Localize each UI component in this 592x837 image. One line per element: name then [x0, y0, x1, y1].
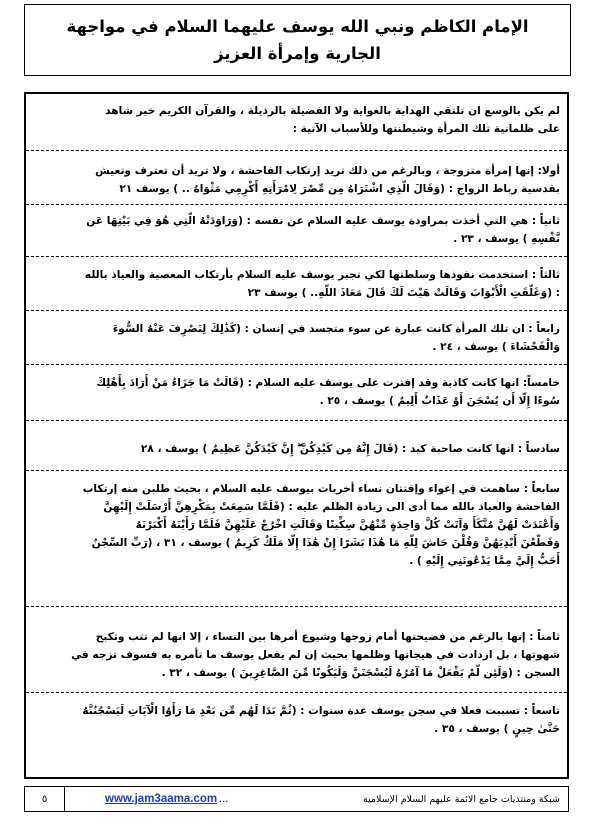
paragraph-third [34, 266, 560, 302]
text-line: ثالثاً : استخدمت نفوذها وسلطتها لكي تجبر يوسف عليه السلام بأرتكاب المعصية والعياذ بالله [84, 269, 560, 281]
separator [26, 364, 567, 365]
text-line: وَأَعْتَدَتْ لَهُنَّ مُتَّكَأً وَآتَتْ كُلَّ وَاحِدَةٍ مِّنْهُنَّ سِكِّينًا وَقَالَتِ اخْرُجْ عَلَيْهِنَّ فَلَمَّا رَأَيْنَهُ أَكْبَرْنَهُ [135, 519, 560, 531]
text-line: حَتَّىٰ حِينٍ ) يوسف ، ٣٥ . [434, 723, 560, 735]
title-box [24, 4, 571, 76]
separator [26, 150, 567, 151]
text-line: تاسعاً : تسببت فعلا في سجن يوسف عدة سنوات : (ثُمَّ بَدَا لَهُم مِّن بَعْدِ مَا رَأَوُا الْآيَاتِ لَيَسْجُنُنَّهُ [82, 705, 560, 717]
text-line: أولا: إنها إمرأة متزوجة ، وبالرغم من ذلك تريد إرتكاب الفاحشة ، ولا تريد أن تعترف وتعيش [95, 165, 560, 177]
separator [26, 606, 567, 607]
text-line: سابعاً : ساهمت في إغواء وإفتتان نساء أخريات بيوسف عليه السلام ، بحيث طلبن منه إرتكاب [82, 483, 560, 495]
separator [26, 204, 567, 205]
paragraph-seventh [34, 480, 560, 570]
separator [26, 420, 567, 421]
paragraph-ninth [34, 702, 560, 738]
paragraph-fifth [34, 374, 560, 410]
text-line: بقدسية رباط الزواج : (وَقَالَ الَّذِي اشْتَرَاهُ مِن مِّصْرَ لِامْرَأَتِهِ أَكْرِمِي مَثْوَاهُ .. ) يوسف ٢١ [119, 183, 560, 195]
paragraph-fourth [34, 320, 560, 356]
text-line: لم يكن بالوسع ان تلتقي الهداية بالغواية ولا الفضيلة بالرذيلة ، والقرآن الكريم خير شاهد [105, 105, 560, 117]
text-line: وَقَطَّعْنَ أَيْدِيَهُنَّ وَقُلْنَ حَاشَ لِلَّهِ مَا هَٰذَا بَشَرًا إِنْ هَٰذَا إِلَّا مَلَكٌ كَرِيمٌ ) يوسف ، ٣١ ، (رَبِّ السِّجْنُ [91, 537, 560, 549]
paragraph-intro [34, 102, 560, 138]
text-line: سادساً : انها كانت صاحبة كيد : (قَالَ إِنَّهُ مِن كَيْدِكُنَّ ۖ إِنَّ كَيْدَكُنَّ عَظِيمٌ ) يوسف ، ٢٨ [140, 443, 560, 455]
paragraph-second [34, 212, 560, 248]
paragraph-sixth [34, 440, 560, 458]
text-line: وَالْفَحْشَاءَ ) يوسف ، ٢٤ . [432, 341, 560, 353]
text-line: نَّفْسِهِ ) يوسف ، ٢٣ . [453, 233, 560, 245]
page-footer [24, 786, 569, 812]
page-number: ٥ [25, 787, 65, 811]
text-line: ثامناً : إنها بالرغم من فضيحتها أمام زوجها وشيوع أمرها بين النساء ، إلا انها لم تتب وتكبح [95, 631, 560, 643]
paragraph-eighth [34, 628, 560, 682]
text-line: الفاحشة والعياذ بالله مما أدى الى زيادة الظلم عليه : (فَلَمَّا سَمِعَتْ بِمَكْرِهِنَّ أَرْسَلَتْ إِلَيْهِنَّ [103, 501, 560, 513]
text-line: السجن : (وَلَئِن لَّمْ يَفْعَلْ مَا آمُرُهُ لَيُسْجَنَنَّ وَلَيَكُونًا مِّنَ الصَّاغِرِينَ ) يوسف ، ٣٢ . [161, 667, 560, 679]
title-line-2: الجارية وإمرأة العزيز [214, 44, 381, 63]
footer-dots: ... [219, 793, 229, 805]
text-line: رابعاً : ان تلك المرأة كانت عبارة عن سوء متجسد في إنسان : (كَذَٰلِكَ لِنَصْرِفَ عَنْهُ السُّوءَ [112, 323, 560, 335]
website-link[interactable]: www.jam3aama.com [105, 793, 218, 805]
text-line: على ظلمانية تلك المرأة وشيطنتها وللأسباب الآتية : [292, 123, 560, 135]
separator [26, 692, 567, 693]
paragraph-first [34, 162, 560, 198]
title-line-1: الإمام الكاظم ونبي الله يوسف عليهما السلام في مواجهة [66, 17, 529, 36]
content-box [24, 92, 569, 779]
separator [26, 310, 567, 311]
text-line: سُوءًا إِلَّا أَن يُسْجَنَ أَوْ عَذَابٌ أَلِيمٌ ) يوسف ، ٢٥ . [319, 395, 560, 407]
text-line: أَحَبُّ إِلَيَّ مِمَّا يَدْعُونَنِي إِلَيْهِ ) . [409, 555, 560, 567]
text-line: ثانياً : هي التي أخذت بمراودة يوسف عليه السلام عن نفسه : (وَرَاوَدَتْهُ الَّتِي هُوَ فِي بَيْتِهَا عَن [86, 215, 560, 227]
text-line: خامساً: انها كانت كاذبة وقد إفترت على يوسف عليه السلام : (قَالَتْ مَا جَزَاءُ مَنْ أَرَادَ بِأَهْلِكَ [96, 377, 560, 389]
text-line: شهوتها ، بل ازدادت في هيجانها وظلمها بحيث إن لم يفعل يوسف ما تأمره به فسوف تزجه في [71, 649, 560, 661]
text-line: : (وَغَلَّقَتِ الْأَبْوَابَ وَقَالَتْ هَيْتَ لَكَ قَالَ مَعَاذَ اللَّهِ.. ) يوسف ٢٣ [247, 287, 560, 299]
separator [26, 470, 567, 471]
separator [26, 256, 567, 257]
network-name: شبكة ومنتديات جامع الائمة عليهم السلام الإسلامية [362, 793, 560, 805]
